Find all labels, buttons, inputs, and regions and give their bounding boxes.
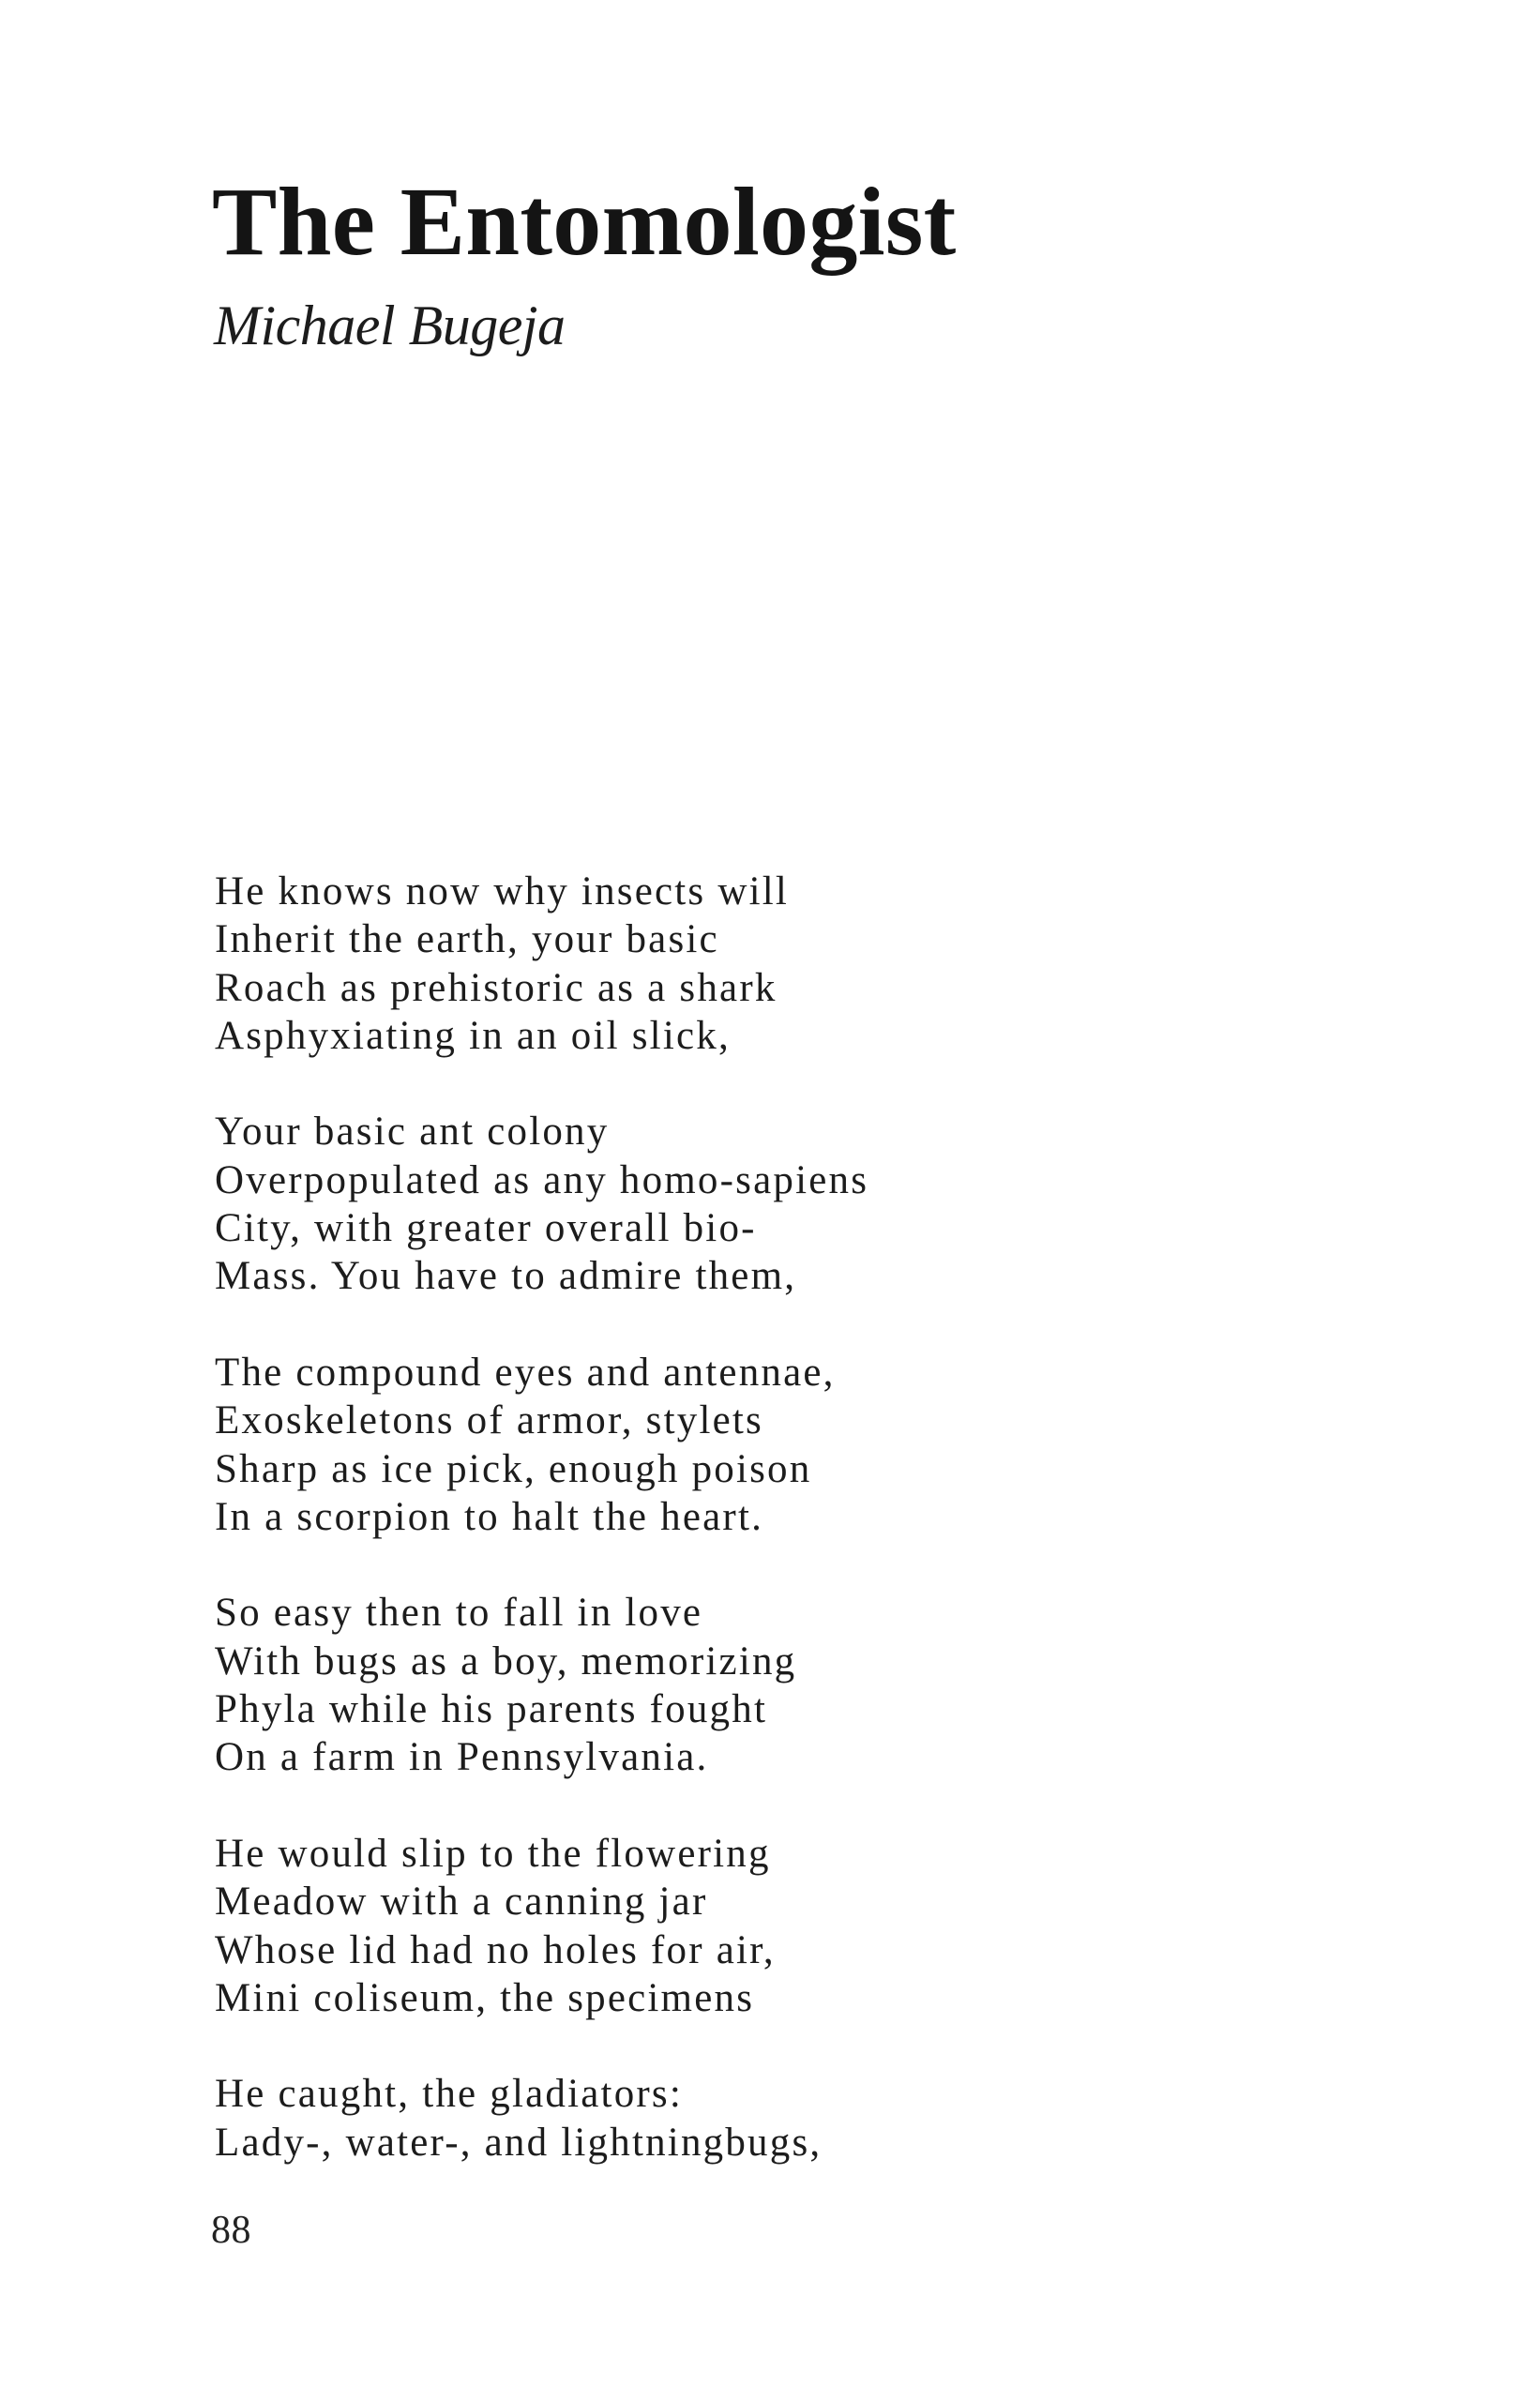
poem-line: Mass. You have to admire them,	[215, 1254, 797, 1299]
poem-body	[215, 868, 868, 2214]
page-number: 88	[211, 2209, 251, 2252]
poem-line: He knows now why insects will	[215, 869, 790, 914]
poem-author: Michael Bugeja	[214, 294, 566, 356]
poem-line: He would slip to the flowering	[215, 1831, 771, 1876]
poem-line: Phyla while his parents fought	[215, 1687, 768, 1732]
poem-line: Overpopulated as any homo-sapiens	[215, 1157, 869, 1202]
stanza-2	[215, 1108, 868, 1300]
stanza-4	[215, 1589, 868, 1781]
poem-line: Sharp as ice pick, enough poison	[215, 1446, 812, 1491]
poem-line: Your basic ant colony	[215, 1110, 610, 1155]
poem-title: The Entomologist	[212, 168, 957, 276]
poem-line: Lady-, water-, and lightningbugs,	[215, 2120, 823, 2165]
poem-line: He caught, the gladiators:	[215, 2072, 683, 2117]
poem-line: Asphyxiating in an oil slick,	[215, 1013, 731, 1058]
stanza-1	[215, 868, 868, 1060]
poem-line: In a scorpion to halt the heart.	[215, 1494, 764, 1539]
poem-line: With bugs as a boy, memorizing	[215, 1638, 797, 1684]
poem-line: The compound eyes and antennae,	[215, 1350, 836, 1395]
stanza-5	[215, 1830, 868, 2022]
poem-line: Roach as prehistoric as a shark	[215, 965, 778, 1010]
poem-line: On a farm in Pennsylvania.	[215, 1735, 709, 1780]
poem-line: City, with greater overall bio-	[215, 1206, 757, 1251]
poem-line: Meadow with a canning jar	[215, 1880, 708, 1925]
poem-line: Mini coliseum, the specimens	[215, 1975, 755, 2020]
poem-line: So easy then to fall in love	[215, 1591, 703, 1636]
stanza-6	[215, 2070, 868, 2167]
poem-line: Exoskeletons of armor, stylets	[215, 1398, 763, 1443]
poem-line: Whose lid had no holes for air,	[215, 1927, 776, 1972]
poem-line: Inherit the earth, your basic	[215, 917, 719, 962]
stanza-3	[215, 1349, 868, 1541]
